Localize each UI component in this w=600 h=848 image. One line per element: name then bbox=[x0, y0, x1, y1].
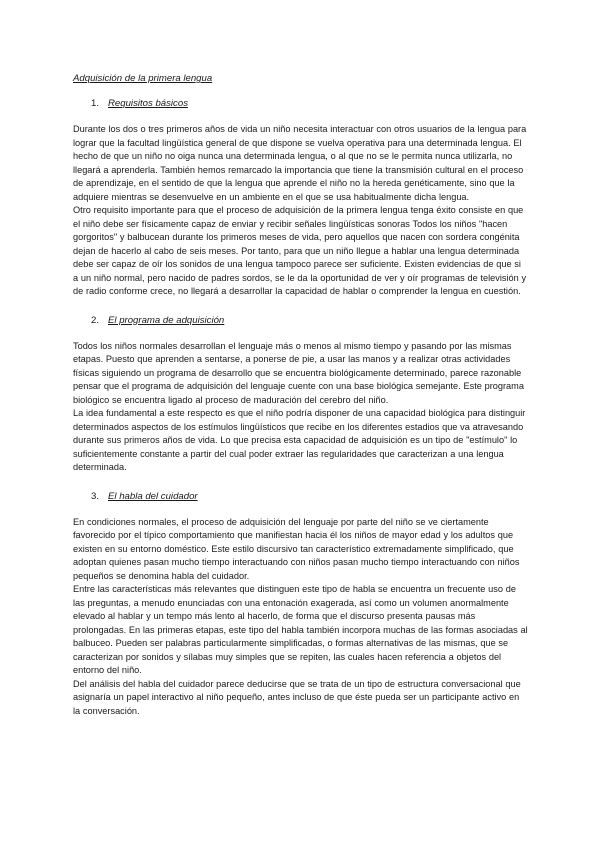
document-title: Adquisición de la primera lengua bbox=[73, 73, 213, 84]
section-heading-requisitos bbox=[73, 97, 528, 110]
section-title: Requisitos básicos bbox=[108, 98, 188, 109]
section-body-requisitos bbox=[73, 123, 528, 299]
section-heading-habla bbox=[73, 490, 528, 503]
paragraph: Todos los niños normales desarrollan el lenguaje más o menos al mismo tiempo y pasando por las mismas etapas. Puesto que aprenden a sentarse, a ponerse de pie, a usar las manos y a realizar otras actividades físicas siguiendo un programa de desarrollo que se encuentra biológicamente determinado, parece razonable pensar que el programa de adquisición del lenguaje cuente con una base biológica semejante. Este programa biológico se encuentra ligado al proceso de maduración del cerebro del niño. bbox=[73, 340, 524, 405]
paragraph: La idea fundamental a este respecto es que el niño podría disponer de una capacidad biológica para distinguir determinados aspectos de los estímulos lingüísticos que recibe en los diferentes estadios que va atravesando durante sus primeros años de vida. Lo que precisa esta capacidad de adquisición es un tipo de "estímulo" lo suficientemente constante a partir del cual poder extraer las regularidades que caracterizan a una lengua determinada. bbox=[73, 408, 526, 472]
section-title: El habla del cuidador bbox=[108, 490, 198, 502]
paragraph: Otro requisito importante para que el proceso de adquisición de la primera lengua tenga éxito consiste en que el niño debe ser físicamente capaz de enviar y recibir señales lingüísticas sonoras Todos los niños "hacen gorgoritos" y balbucean durante los primeros meses de vida, pero aquellos que nacen con sordera congénita dejan de hacerlo al cabo de seis meses. Por tanto, para que un niño llegue a hablar una lengua determinada debe ser capaz de oír los sonidos de una lengua tampoco parece ser suficiente. Existen evidencias de que si a un niño normal, pero nacido de padres sordos, se le da la oportunidad de ver y oír programas de televisión y de radio conforme crece, no llegará a desarrollar la capacidad de hablar o comprender la lengua en cuestión. bbox=[73, 205, 527, 296]
section-title: El programa de adquisición bbox=[108, 314, 225, 326]
paragraph: En condiciones normales, el proceso de adquisición del lenguaje por parte del niño se ve ciertamente favorecido por el típico comportamiento que manifiestan hacia él los niños de mayor edad y los adultos que existen en su entorno doméstico. Este estilo discursivo tan característico extremadamente simplificado, que adoptan quienes pasan mucho tiempo interactuando con niños pasan mucho tiempo interactuando con niños pequeños se denomina habla del cuidador. bbox=[73, 516, 520, 581]
section-number: 2. bbox=[91, 314, 100, 326]
section-number: 1. bbox=[91, 98, 100, 109]
section-body-habla bbox=[73, 516, 528, 719]
paragraph: Durante los dos o tres primeros años de vida un niño necesita interactuar con otros usuarios de la lengua para lograr que la facultad lingüística general de que dispone se vuelva operativa para una determinada lengua. El hecho de que un niño no oiga nunca una determinada lengua, o al que no se le permita nunca utilizarla, no llegará a aprenderla. También hemos remarcado la importancia que tiene la transmisión cultural en el proceso de aprendizaje, en el sentido de que la lengua que aprende el niño no la hereda genéticamente, sino que la adquiere mientras se desenvuelve en un ambiente en el que se usa habitualmente dicha lengua. bbox=[73, 124, 527, 202]
section-body-programa bbox=[73, 340, 528, 475]
section-number: 3. bbox=[91, 490, 100, 502]
section-heading-programa bbox=[73, 314, 528, 327]
paragraph: Del análisis del habla del cuidador parece deducirse que se trata de un tipo de estructura conversacional que asignaría un papel interactivo al niño pequeño, antes incluso de que éste pueda ser un participante activo en la conversación. bbox=[73, 678, 521, 716]
paragraph: Entre las características más relevantes que distinguen este tipo de habla se encuentra un frecuente uso de las preguntas, a menudo enunciadas con una entonación exagerada, así como un volumen anormalmente elevado al hablar y un tempo más lento al hacerlo, de forma que el discurso presenta pausas más prolongadas. En las primeras etapas, este tipo del habla también incorpora muchas de las formas asociadas al balbuceo. Pueden ser palabras particularmente simplificadas, o formas alternativas de las mismas, que se caracterizan por sonidos y sílabas muy simples que se repiten, las cuales hacen referencia a objetos del entorno del niño. bbox=[73, 584, 528, 675]
